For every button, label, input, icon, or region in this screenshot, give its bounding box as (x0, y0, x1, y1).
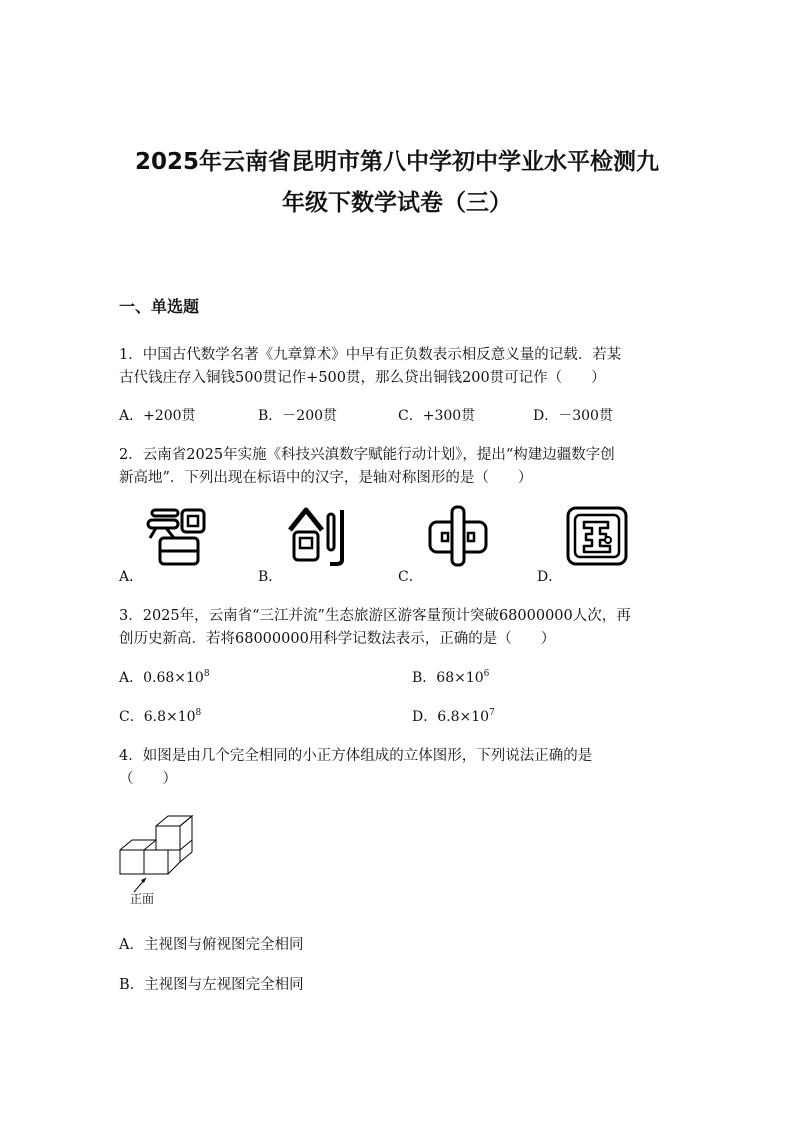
q3-option-c-mantissa: 6.8×10 (143, 709, 196, 725)
q3-option-c-exponent: 8 (195, 708, 202, 718)
q1-stem-line-2: 古代钱庄存入铜钱500贯记作+500贯，那么贷出铜钱200贯可记作（ ） (119, 370, 606, 386)
q3-option-b-label: B． (412, 670, 437, 686)
q2-option-d-label[interactable]: D． (537, 569, 563, 585)
q3-option-a[interactable] (119, 667, 210, 687)
q3-option-b[interactable] (412, 667, 489, 687)
q3-stem-line-2: 创历史新高．若将68000000用科学记数法表示，正确的是（ ） (119, 631, 556, 647)
q2-option-c-label[interactable]: C． (398, 569, 423, 585)
q2-stem-line-2: 新高地”．下列出现在标语中的汉字，是轴对称图形的是（ ） (119, 470, 533, 486)
q1-option-b[interactable]: B．－200贯 (258, 408, 338, 424)
exam-title-line-2: 年级下数学试卷（三） (282, 190, 512, 216)
front-view-label: 正面 (130, 892, 155, 906)
q4-option-a[interactable]: A．主视图与俯视图完全相同 (119, 937, 304, 953)
q3-option-a-mantissa: 0.68×10 (143, 670, 204, 686)
q2-option-a-label[interactable]: A． (119, 569, 144, 585)
glyph-zhi-image (146, 504, 210, 568)
q4-stem-line-2: （ ） (119, 771, 177, 787)
q1-stem-line-1: 1．中国古代数学名著《九章算术》中早有正负数表示相反意义量的记载．若某 (119, 347, 622, 363)
cube-figure (116, 806, 196, 910)
q3-option-b-mantissa: 68×10 (436, 670, 484, 686)
q3-stem-line-1: 3．2025年，云南省“三江并流”生态旅游区游客量预计突破68000000人次，再 (119, 608, 631, 624)
q4-stem-line-1: 4．如图是由几个完全相同的小正方体组成的立体图形，下列说法正确的是 (119, 748, 593, 764)
q3-option-d-exponent: 7 (489, 708, 495, 718)
section-heading: 一、单选题 (119, 297, 200, 316)
q3-option-d[interactable] (412, 706, 495, 726)
exam-title-line-1: 2025年云南省昆明市第八中学初中学业水平检测九 (134, 149, 659, 175)
q1-option-d[interactable]: D．－300贯 (533, 408, 613, 424)
q3-option-a-exponent: 8 (203, 669, 210, 679)
glyph-guo-image (566, 504, 630, 568)
cube-upper-front (156, 826, 180, 850)
q1-option-a[interactable]: A．+200贯 (119, 408, 196, 424)
q4-option-b[interactable]: B．主视图与左视图完全相同 (119, 977, 304, 993)
glyph-zhong-image (426, 504, 490, 568)
q3-option-c-label: C． (119, 709, 144, 725)
q3-option-b-exponent: 6 (483, 669, 490, 679)
cube-front-right (144, 850, 168, 874)
cube-front-left (120, 850, 144, 874)
q3-option-d-label: D． (412, 709, 438, 725)
glyph-chuang-image (286, 504, 350, 568)
q3-option-c[interactable] (119, 706, 201, 726)
q2-stem-line-1: 2．云南省2025年实施《科技兴滇数字赋能行动计划》，提出“构建边疆数字创 (119, 447, 615, 463)
q3-option-a-label: A． (119, 670, 144, 686)
q3-option-d-mantissa: 6.8×10 (437, 709, 490, 725)
q2-option-b-label[interactable]: B． (258, 569, 283, 585)
q1-option-c[interactable]: C．+300贯 (398, 408, 476, 424)
